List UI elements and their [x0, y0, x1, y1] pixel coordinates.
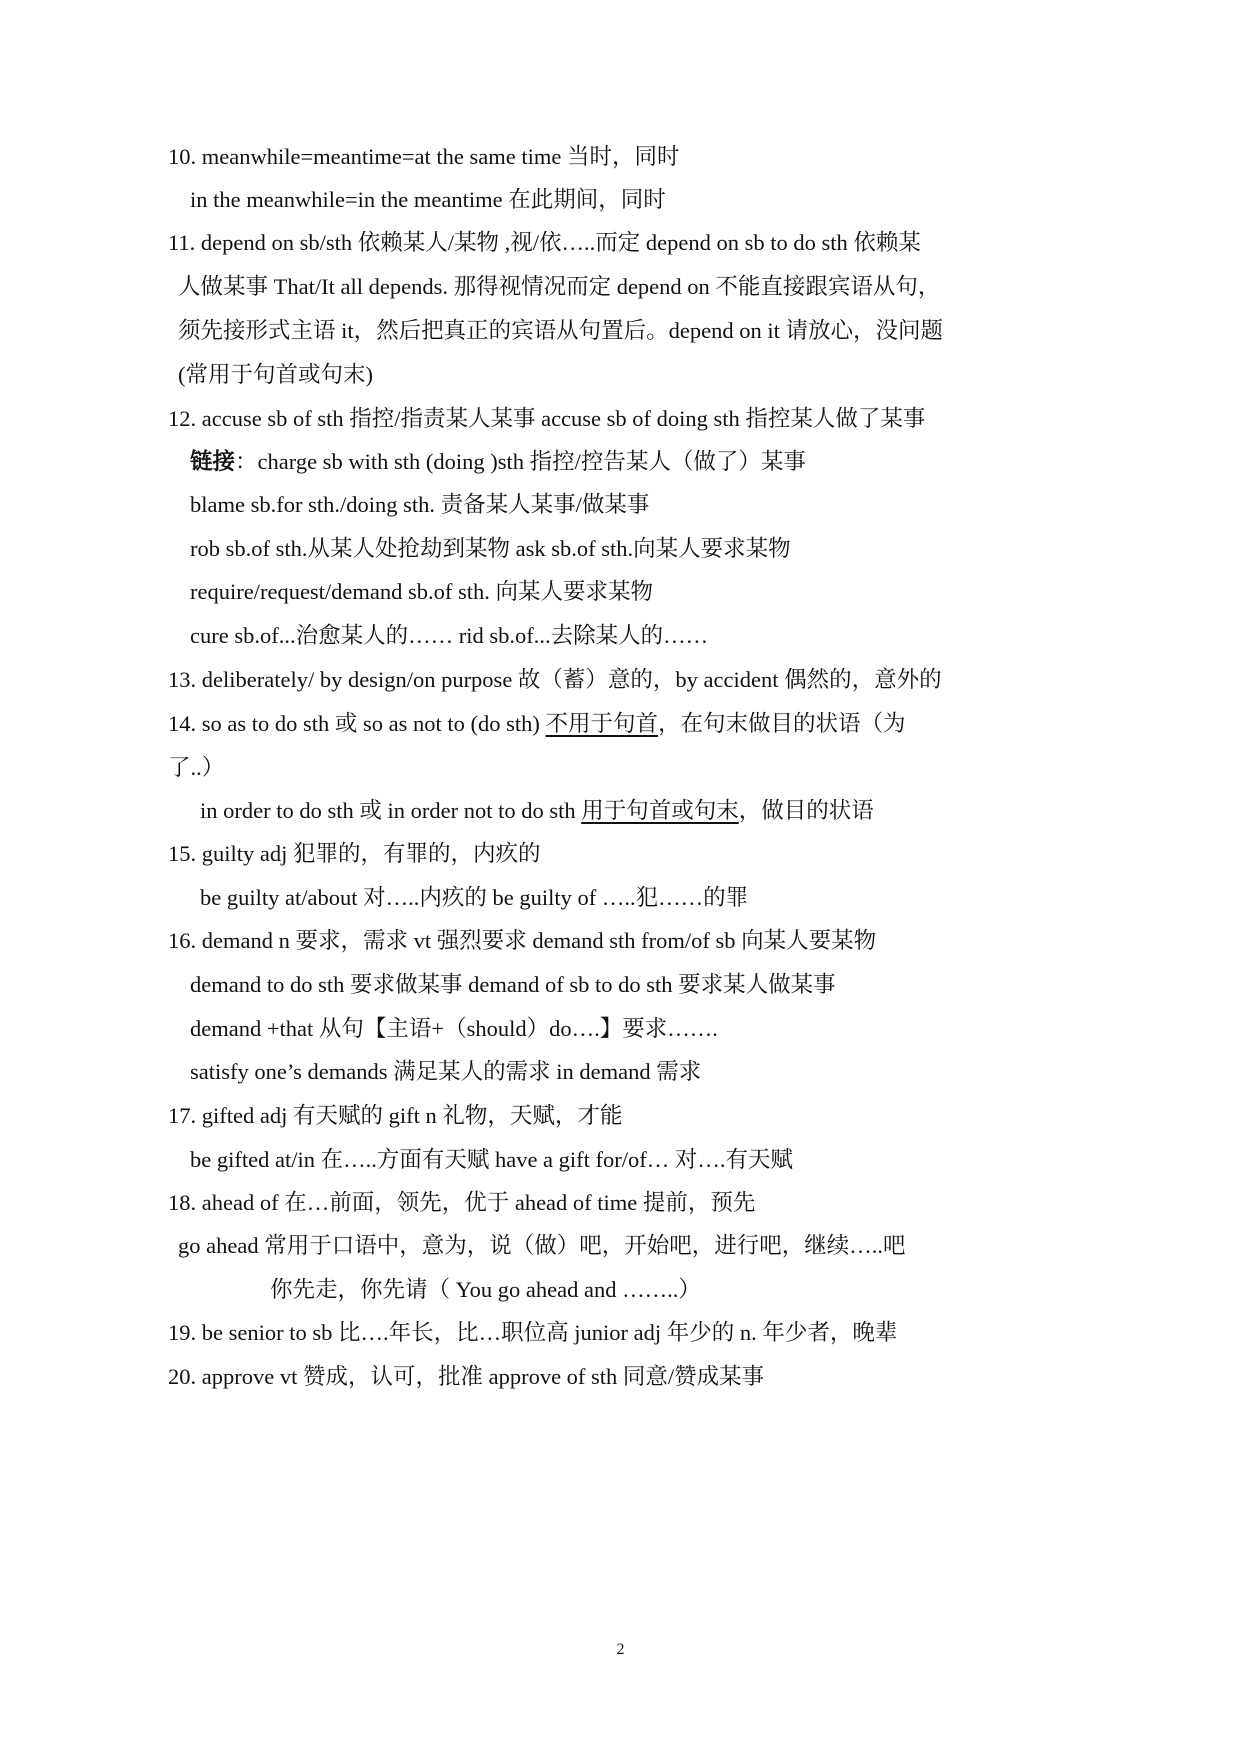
- text-segment: require/request/demand sb.of sth. 向某人要求某物: [190, 579, 654, 604]
- text-segment: 了..）: [168, 755, 225, 780]
- text-segment: be gifted at/in 在…..方面有天赋 have a gift for/of… 对….有天赋: [190, 1147, 794, 1172]
- text-segment: 20. approve vt 赞成，认可，批准 approve of sth 同意/赞成某事: [168, 1364, 765, 1389]
- text-segment: 不用于句首: [545, 711, 659, 736]
- entry-12-blame-line: [190, 490, 649, 520]
- entry-14-line-2: [168, 753, 224, 783]
- entry-16-line-1: [168, 926, 876, 956]
- entry-11-line-3: [178, 316, 943, 346]
- entry-11-line-1: [168, 228, 921, 258]
- entry-12-line-1: [168, 404, 925, 434]
- text-segment: 15. guilty adj 犯罪的，有罪的，内疚的: [168, 841, 541, 866]
- entry-16-line-2: [190, 970, 836, 1000]
- entry-14-line-1: [168, 709, 906, 739]
- text-segment: 19. be senior to sb 比….年长，比…职位高 junior adj 年少的 n. 年少者，晚辈: [168, 1320, 898, 1345]
- text-segment: be guilty at/about 对…..内疚的 be guilty of …..犯……的罪: [200, 885, 749, 910]
- entry-12-link-line: [190, 447, 806, 477]
- text-segment: 10. meanwhile=meantime=at the same time 当时，同时: [168, 144, 680, 169]
- text-segment: 人做某事 That/It all depends. 那得视情况而定 depend on 不能直接跟宾语从句，: [178, 274, 941, 299]
- text-segment: 18. ahead of 在…前面，领先，优于 ahead of time 提前，预先: [168, 1190, 756, 1215]
- text-segment: ，做目的状语: [738, 798, 874, 823]
- entry-13-line: [168, 665, 942, 695]
- entry-15-line-1: [168, 839, 541, 869]
- entry-12-rob-line: [190, 534, 791, 564]
- entry-10-line-2: [190, 185, 666, 215]
- text-segment: satisfy one’s demands 满足某人的需求 in demand 需求: [190, 1059, 702, 1084]
- text-segment: 16. demand n 要求，需求 vt 强烈要求 demand sth from/of sb 向某人要某物: [168, 928, 877, 953]
- entry-11-line-4: [178, 360, 373, 390]
- text-segment: rob sb.of sth.从某人处抢劫到某物 ask sb.of sth.向某人要求某物: [190, 536, 791, 561]
- text-segment: 17. gifted adj 有天赋的 gift n 礼物，天赋，才能: [168, 1103, 623, 1128]
- text-segment: ：charge sb with sth (doing )sth 指控/控告某人（做了）某事: [235, 449, 806, 474]
- text-segment: in order to do sth 或 in order not to do sth: [200, 798, 582, 823]
- entry-10-line-1: [168, 142, 680, 172]
- text-segment: 14. so as to do sth 或 so as not to (do sth): [168, 711, 546, 736]
- entry-20-line: [168, 1362, 764, 1392]
- entry-17-line-1: [168, 1101, 622, 1131]
- text-segment: 用于句首或句末: [581, 798, 739, 823]
- text-segment: 须先接形式主语 it，然后把真正的宾语从句置后。depend on it 请放心，没问题: [178, 318, 943, 343]
- entry-19-line: [168, 1318, 897, 1348]
- entry-16-line-3: [190, 1014, 718, 1044]
- text-segment: 11. depend on sb/sth 依赖某人/某物 ,视/依…..而定 depend on sb to do sth 依赖某: [168, 230, 921, 255]
- page-number: 2: [616, 1641, 625, 1658]
- text-segment: 13. deliberately/ by design/on purpose 故（蓄）意的，by accident 偶然的，意外的: [168, 667, 942, 692]
- entry-17-line-2: [190, 1145, 793, 1175]
- text-segment: cure sb.of...治愈某人的…… rid sb.of...去除某人的……: [190, 623, 709, 648]
- text-segment: 你先走，你先请（ You go ahead and ……..）: [270, 1277, 701, 1302]
- text-segment: ，在句末做目的状语（为: [658, 711, 906, 736]
- entry-18-line-1: [168, 1188, 755, 1218]
- entry-12-cure-line: [190, 621, 708, 651]
- text-segment: in the meanwhile=in the meantime 在此期间，同时: [190, 187, 666, 212]
- entry-18-line-2: [178, 1231, 905, 1261]
- entry-16-line-4: [190, 1057, 701, 1087]
- text-segment: demand to do sth 要求做某事 demand of sb to do sth 要求某人做某事: [190, 972, 836, 997]
- text-segment: 链接: [190, 449, 236, 474]
- entry-15-line-2: [200, 883, 748, 913]
- entry-12-require-line: [190, 577, 653, 607]
- text-segment: (常用于句首或句末): [178, 362, 373, 387]
- entry-14-line-3: [200, 796, 874, 826]
- text-segment: go ahead 常用于口语中，意为，说（做）吧，开始吧，进行吧，继续…..吧: [178, 1233, 906, 1258]
- text-segment: blame sb.for sth./doing sth. 责备某人某事/做某事: [190, 492, 650, 517]
- entry-11-line-2: [178, 272, 940, 302]
- text-segment: demand +that 从句【主语+（should）do….】要求…….: [190, 1016, 718, 1041]
- text-segment: 12. accuse sb of sth 指控/指责某人某事 accuse sb of doing sth 指控某人做了某事: [168, 406, 926, 431]
- entry-18-line-3: [270, 1275, 701, 1305]
